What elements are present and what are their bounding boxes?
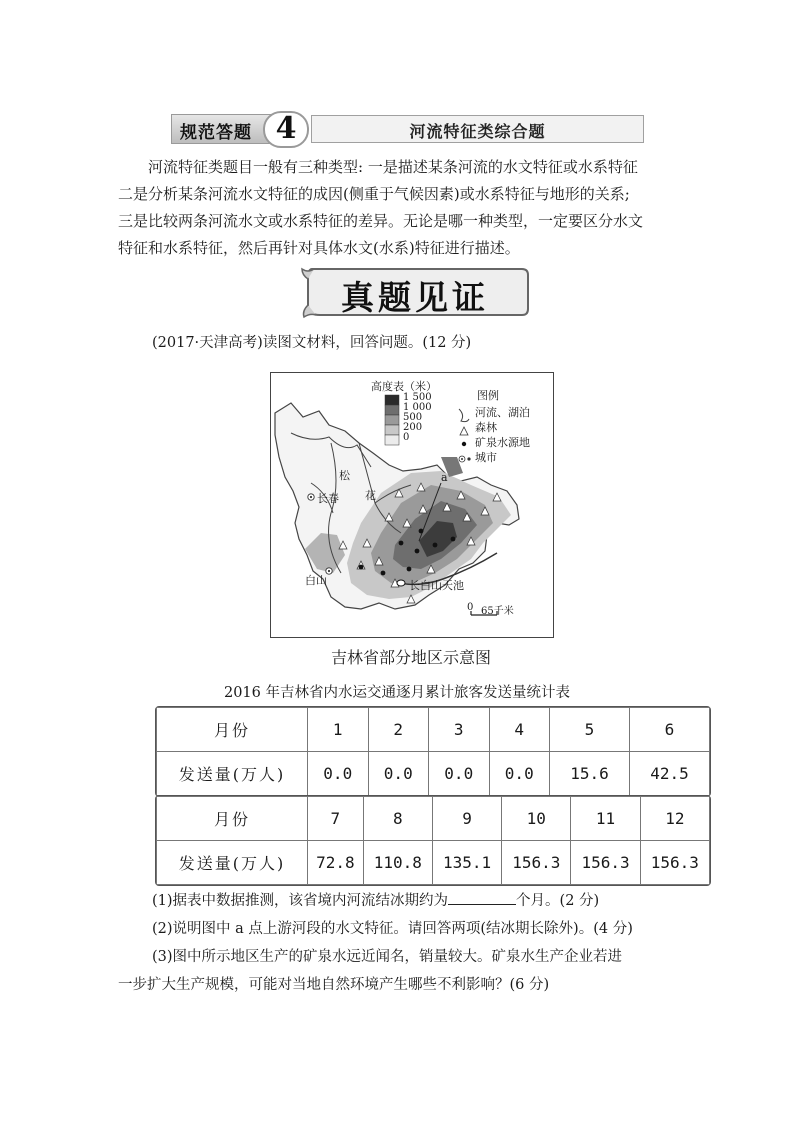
- banner-label-box: [171, 114, 277, 144]
- table-cell: 0.0: [489, 752, 550, 796]
- height-legend-levels: [403, 393, 432, 443]
- banner-title: 河流特征类综合题: [409, 122, 546, 141]
- banner-label: 规范答题: [180, 123, 252, 143]
- legend-item-forest: 森林: [475, 421, 497, 434]
- height-level: 500: [403, 412, 423, 423]
- question-2: (2)说明图中 a 点上游河段的水文特征。请回答两项(结冰期长除外)。(4 分): [152, 921, 633, 937]
- answer-blank: [448, 890, 516, 905]
- table-cell: 0.0: [368, 752, 429, 796]
- table-title: 2016 年吉林省内水运交通逐月累计旅客发送量统计表: [223, 685, 570, 701]
- height-level: 1 500: [403, 392, 432, 403]
- intro-line: 特征和水系特征，然后再针对具体水文(水系)特征进行描述。: [118, 239, 520, 257]
- table-cell: 156.3: [502, 841, 571, 885]
- data-table-block-2: [155, 795, 711, 886]
- table-cell: 0.0: [308, 752, 369, 796]
- height-level: 200: [403, 422, 423, 433]
- map-caption: 吉林省部分地区示意图: [330, 648, 491, 667]
- table-cell: 156.3: [640, 841, 709, 885]
- banner-title-box: [311, 115, 644, 143]
- table-cell: 5: [550, 708, 630, 752]
- table-cell: 8: [363, 797, 432, 841]
- legend-item-river: 河流、湖泊: [475, 406, 530, 419]
- intro-line: 二是分析某条河流水文特征的成因(侧重于气候因素)或水系特征与地形的关系;: [118, 185, 630, 203]
- table-row: [157, 752, 710, 796]
- table-row: [157, 708, 710, 752]
- table-cell: 1: [308, 708, 369, 752]
- row-header-month: 月份: [157, 708, 308, 752]
- height-level: 0: [403, 432, 410, 443]
- intro-line: 河流特征类题目一般有三种类型: 一是描述某条河流的水文特征或水系特征: [148, 158, 638, 176]
- table-cell: 4: [489, 708, 550, 752]
- section-banner: [171, 111, 644, 144]
- table-cell: 135.1: [432, 841, 501, 885]
- table-cell: 110.8: [363, 841, 432, 885]
- table-cell: 0.0: [429, 752, 490, 796]
- row-header-volume: 发送量(万人): [157, 752, 308, 796]
- table-cell: 72.8: [308, 841, 364, 885]
- scale-label: 65千米: [481, 606, 514, 617]
- question-1-suffix: 个月。(2 分): [516, 893, 600, 909]
- legend-title: 图例: [477, 389, 499, 402]
- label-baishan: 白山: [305, 574, 327, 587]
- height-legend-title: 高度表（米）: [371, 380, 437, 393]
- label-point-a: a: [441, 471, 448, 484]
- label-hua-river: 花: [365, 489, 376, 502]
- legend-items: [475, 405, 530, 465]
- height-level: 1 000: [403, 402, 432, 413]
- legend-item-city: 城市: [475, 451, 497, 464]
- table-row: [157, 797, 710, 841]
- legend-item-spring: 矿泉水源地: [475, 436, 530, 449]
- table-cell: 42.5: [629, 752, 709, 796]
- table-cell: 12: [640, 797, 709, 841]
- table-cell: 156.3: [571, 841, 640, 885]
- ribbon-title: 真题见证: [341, 278, 489, 317]
- scale-zero: 0: [467, 602, 474, 613]
- table-cell: 10: [502, 797, 571, 841]
- banner-number: 4: [263, 111, 309, 148]
- intro-line: 三是比较两条河流水文或水系特征的差异。无论是哪一种类型，一定要区分水文: [118, 212, 644, 230]
- table-cell: 7: [308, 797, 364, 841]
- intro-paragraph: [118, 154, 678, 262]
- data-table-block-1: [155, 706, 711, 797]
- table-cell: 9: [432, 797, 501, 841]
- row-header-volume: 发送量(万人): [157, 841, 308, 885]
- label-tianchi: 长白山天池: [409, 579, 464, 592]
- row-header-month: 月份: [157, 797, 308, 841]
- question-3-line-2: 一步扩大生产规模，可能对当地自然环境产生哪些不利影响？(6 分): [118, 977, 550, 993]
- jilin-map: [270, 372, 554, 638]
- question-3-line-1: (3)图中所示地区生产的矿泉水远近闻名，销量较大。矿泉水生产企业若进: [152, 949, 623, 965]
- question-1-text: (1)据表中数据推测，该省境内河流结冰期约为: [152, 893, 449, 909]
- table-cell: 6: [629, 708, 709, 752]
- table-cell: 3: [429, 708, 490, 752]
- table-row: [157, 841, 710, 885]
- section-ribbon: [300, 265, 530, 321]
- table-cell: 11: [571, 797, 640, 841]
- label-song-river: 松: [339, 469, 350, 482]
- question-citation: (2017·天津高考)读图文材料，回答问题。(12 分): [152, 335, 472, 351]
- table-cell: 2: [368, 708, 429, 752]
- label-changchun: 长春: [317, 492, 339, 505]
- table-cell: 15.6: [550, 752, 630, 796]
- question-1: [152, 889, 599, 910]
